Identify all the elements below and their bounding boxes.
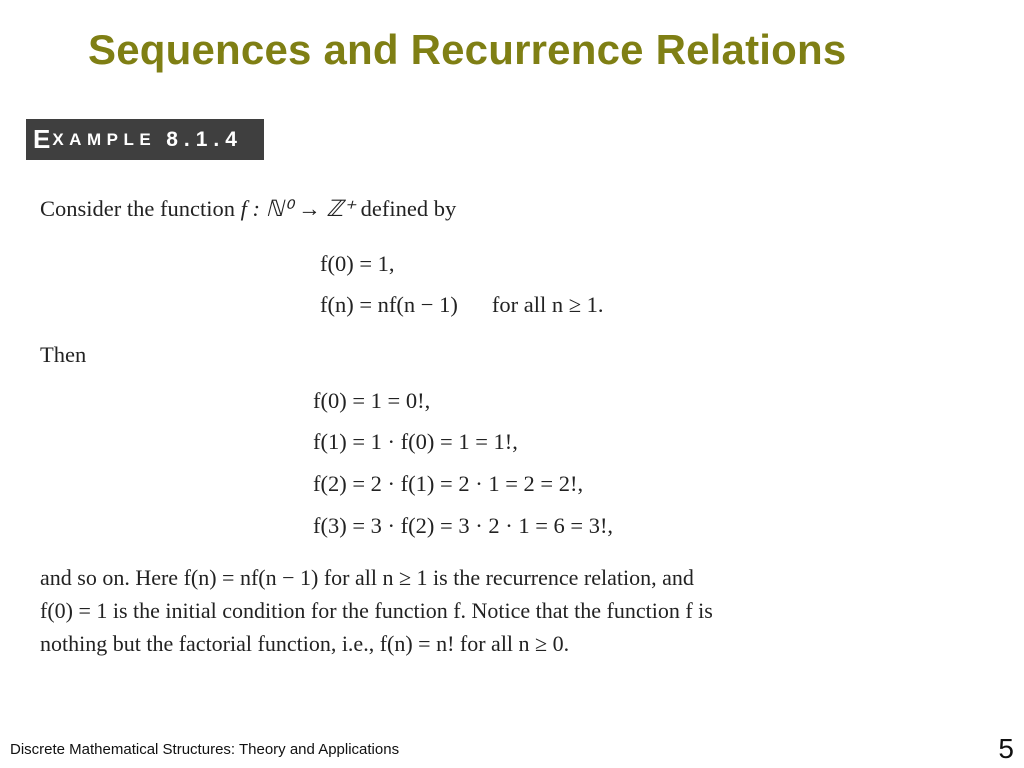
- intro-suffix: defined by: [355, 196, 457, 221]
- definition-line-2: [320, 294, 604, 317]
- intro-line: [40, 198, 456, 221]
- example-badge-number: 8.1.4: [166, 127, 243, 151]
- example-badge-initial: E: [33, 124, 51, 154]
- footer-text: Discrete Mathematical Structures: Theory and Applications: [10, 741, 400, 758]
- example-badge: [26, 119, 264, 160]
- conclusion-line: nothing but the factorial function, i.e., f(n) = n! for all n ≥ 0.: [40, 631, 570, 656]
- conclusion-line: and so on. Here f(n) = nf(n − 1) for all n ≥ 1 is the recurrence relation, and: [40, 565, 694, 590]
- evaluation-line: f(1) = 1 · f(0) = 1 = 1!,: [313, 429, 518, 454]
- definition-line-1: f(0) = 1,: [320, 251, 395, 276]
- page-number: 5: [998, 733, 1014, 764]
- evaluation-line: f(3) = 3 · f(2) = 3 · 2 · 1 = 6 = 3!,: [313, 513, 614, 538]
- then-label: Then: [40, 342, 87, 367]
- example-badge-word: XAMPLE: [52, 129, 157, 149]
- evaluation-line: f(2) = 2 · f(1) = 2 · 1 = 2 = 2!,: [313, 471, 584, 496]
- conclusion-line: f(0) = 1 is the initial condition for the function f. Notice that the function f is: [40, 598, 713, 623]
- definition-recurrence: f(n) = nf(n − 1): [320, 292, 458, 317]
- definition-condition: for all n ≥ 1.: [491, 292, 604, 317]
- slide-title: Sequences and Recurrence Relations: [88, 26, 847, 73]
- evaluation-line: f(0) = 1 = 0!,: [313, 388, 431, 413]
- intro-prefix: Consider the function: [40, 196, 241, 221]
- intro-math: f : ℕ⁰ → ℤ⁺: [240, 196, 356, 221]
